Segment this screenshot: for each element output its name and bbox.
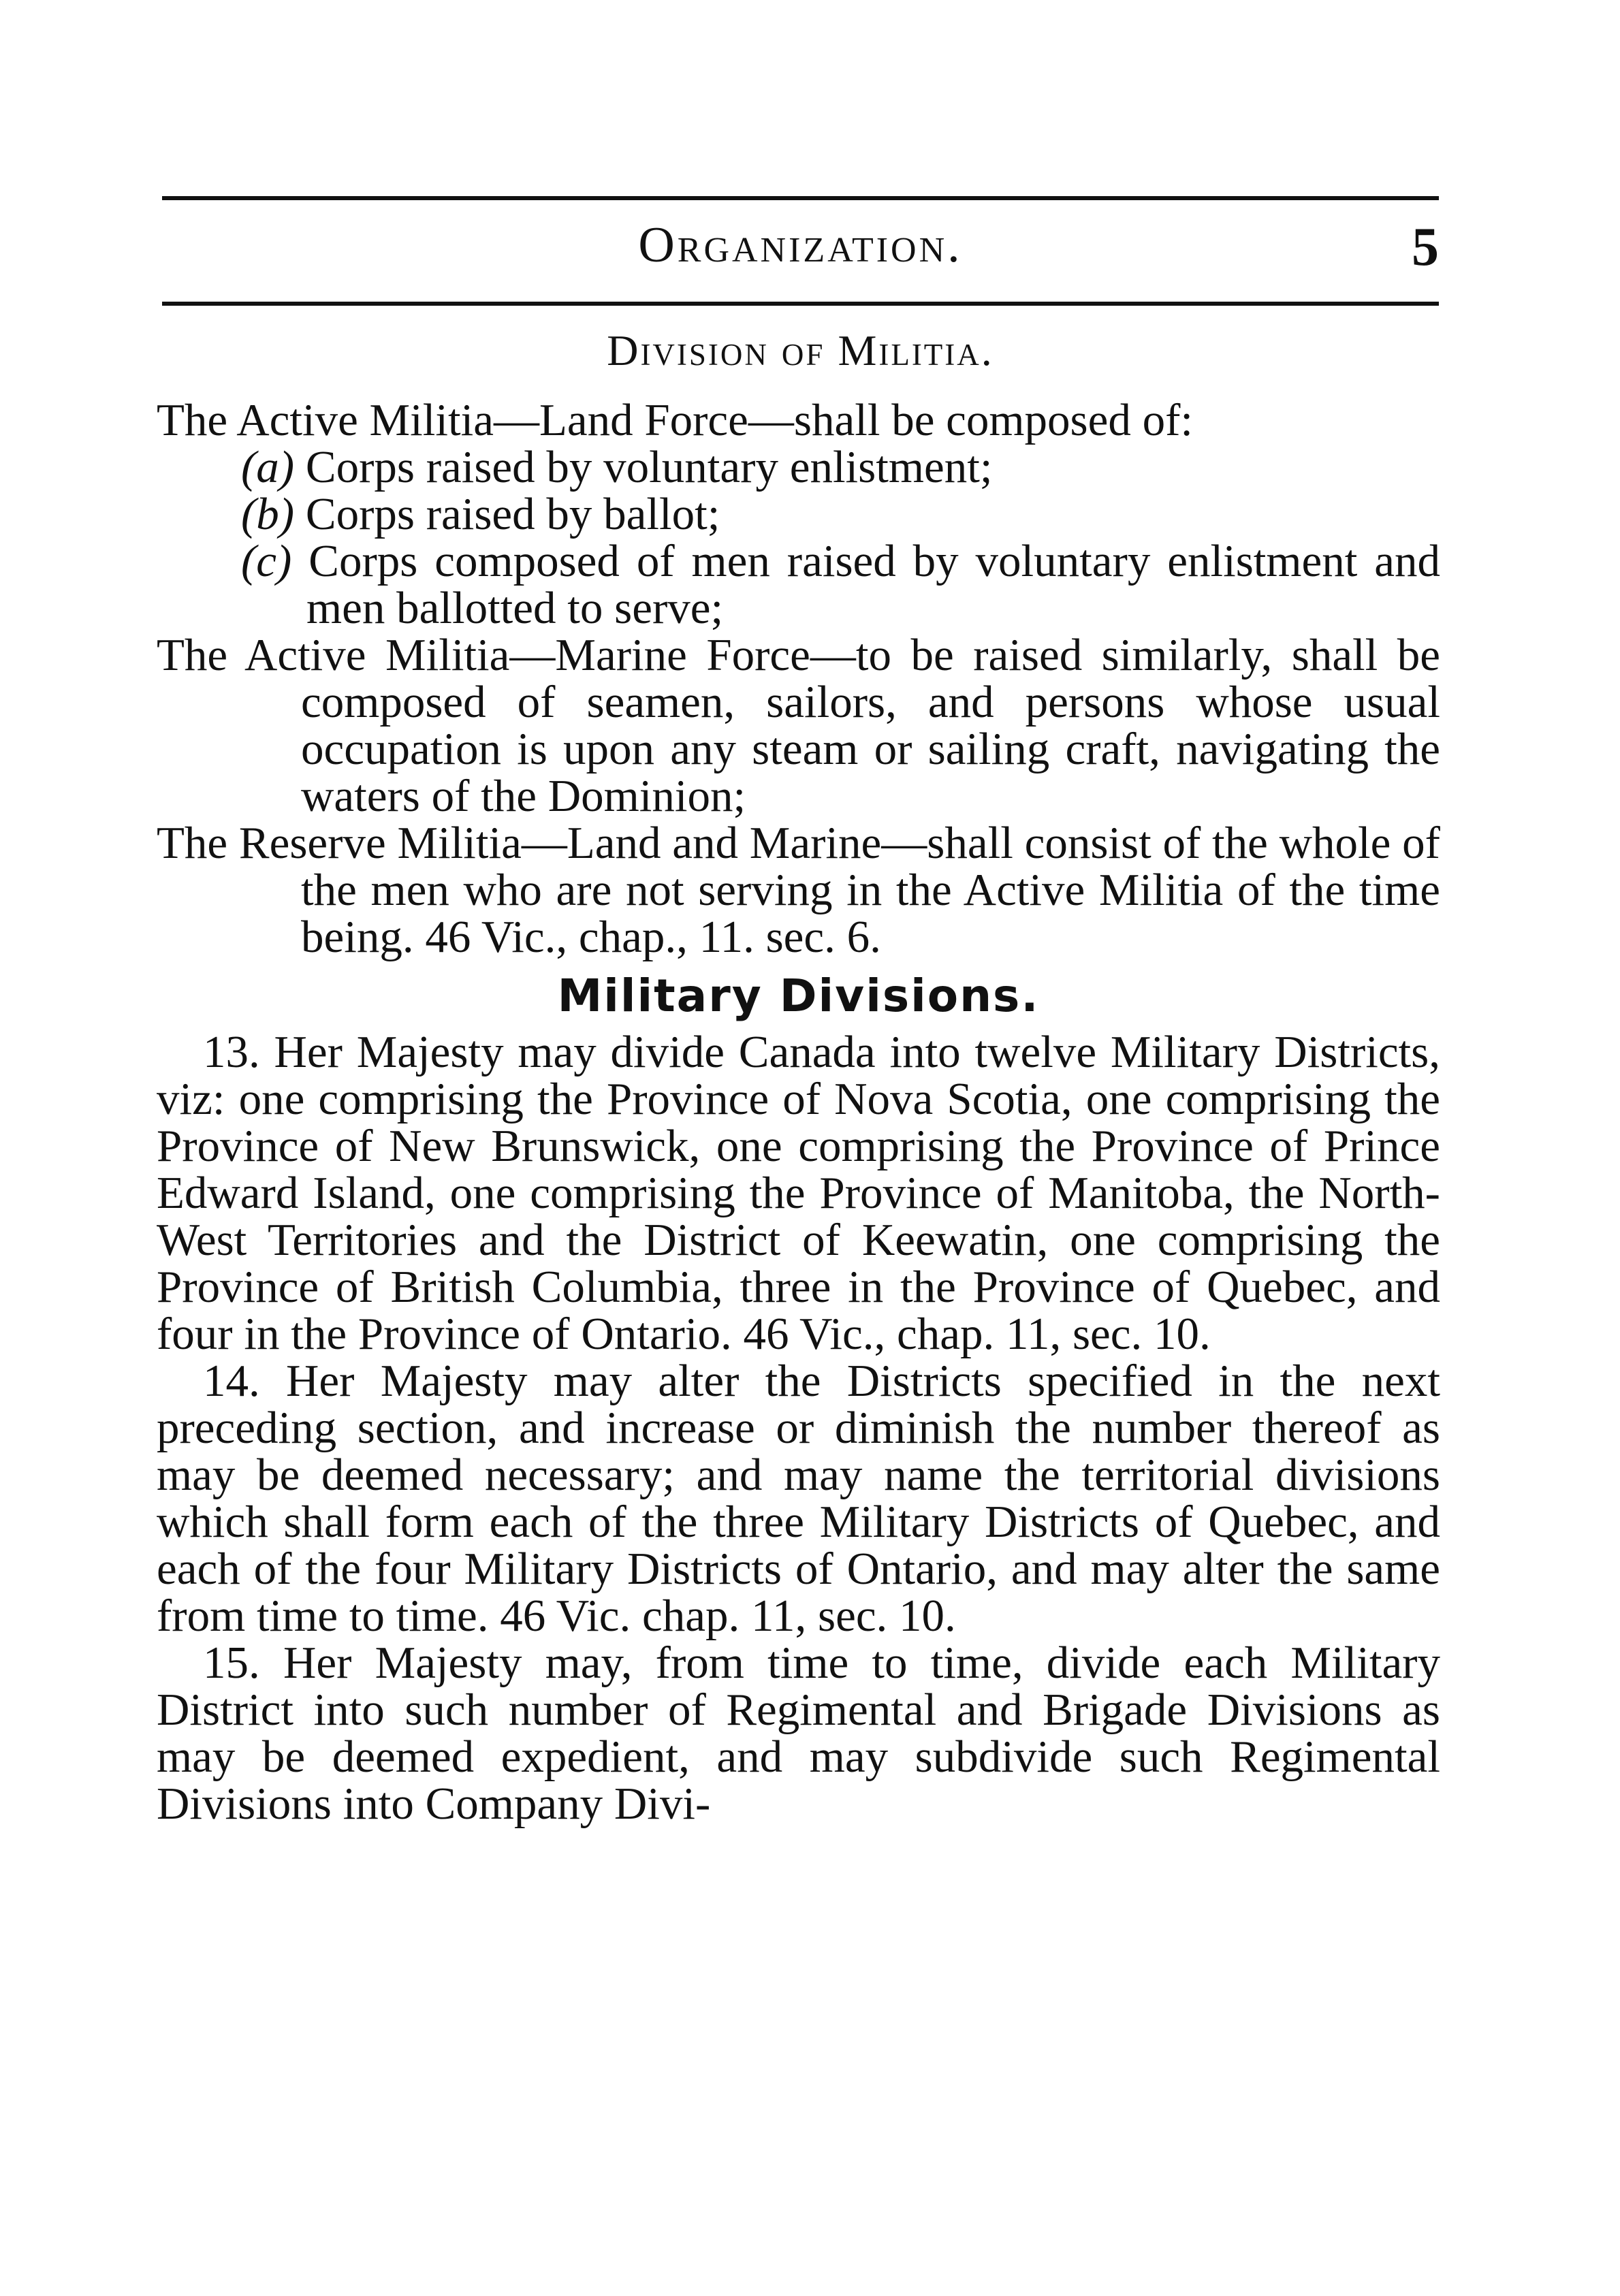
intro-paragraph: The Active Militia—Land Force—shall be composed of: <box>157 395 1194 445</box>
military-divisions-heading: Military Divisions. <box>557 970 1040 1022</box>
section-heading: Division of Militia. <box>607 326 994 374</box>
top-rule <box>162 196 1439 200</box>
reserve-militia-paragraph: The Reserve Militia—Land and Marine—shall consist of the whole of the men who are not serving in the Active Militia of the time being. 46 Vic., chap., 11. sec. 6. <box>157 818 1440 962</box>
list-item-text: Corps raised by voluntary enlistment; <box>305 442 993 492</box>
list-item-label: (b) <box>241 489 295 539</box>
list-item-a <box>157 444 1440 491</box>
section-15: 15. Her Majesty may, from time to time, divide each Military District into such number of Regimental and Brigade Divisions as may be deemed expedient, and may subdivide such Regimental Divisions into Company Divi- <box>157 1638 1440 1829</box>
section-13: 13. Her Majesty may divide Canada into twelve Military Districts, viz: one comprising the Province of Nova Scotia, one comprising the Province of New Brunswick, one comprising the Province of Prince Edward Island, one comprising the Province of Manitoba, the North-West Territories and the District of Keewatin, one comprising the Province of British Columbia, three in the Province of Quebec, and four in the Province of Ontario. 46 Vic., chap. 11, sec. 10. <box>157 1027 1440 1359</box>
list-item-b <box>157 491 1440 538</box>
section-14: 14. Her Majesty may alter the Districts specified in the next preceding section, and increase or diminish the number thereof as may be deemed necessary; and may name the territorial divisions which shall form each of the three Military Districts of Quebec, and each of the four Military Districts of Ontario, and may alter the same from time to time. 46 Vic. chap. 11, sec. 10. <box>157 1356 1440 1641</box>
list-item-text: Corps raised by ballot; <box>305 489 720 539</box>
list-item-label: (a) <box>241 442 295 492</box>
running-head <box>162 217 1439 291</box>
header-rule <box>162 302 1439 306</box>
marine-force-paragraph: The Active Militia—Marine Force—to be raised similarly, shall be composed of seamen, sailors, and persons whose usual occupation is upon any steam or sailing craft, navigating the waters of the Dominion; <box>157 630 1440 821</box>
list-item-c <box>157 538 1440 632</box>
list-item-text: Corps composed of men raised by voluntary enlistment and men ballotted to serve; <box>306 536 1440 633</box>
running-title: Organization. <box>638 217 963 273</box>
body-text <box>157 397 1440 1828</box>
page-number: 5 <box>1412 217 1439 277</box>
list-item-label: (c) <box>241 536 292 586</box>
